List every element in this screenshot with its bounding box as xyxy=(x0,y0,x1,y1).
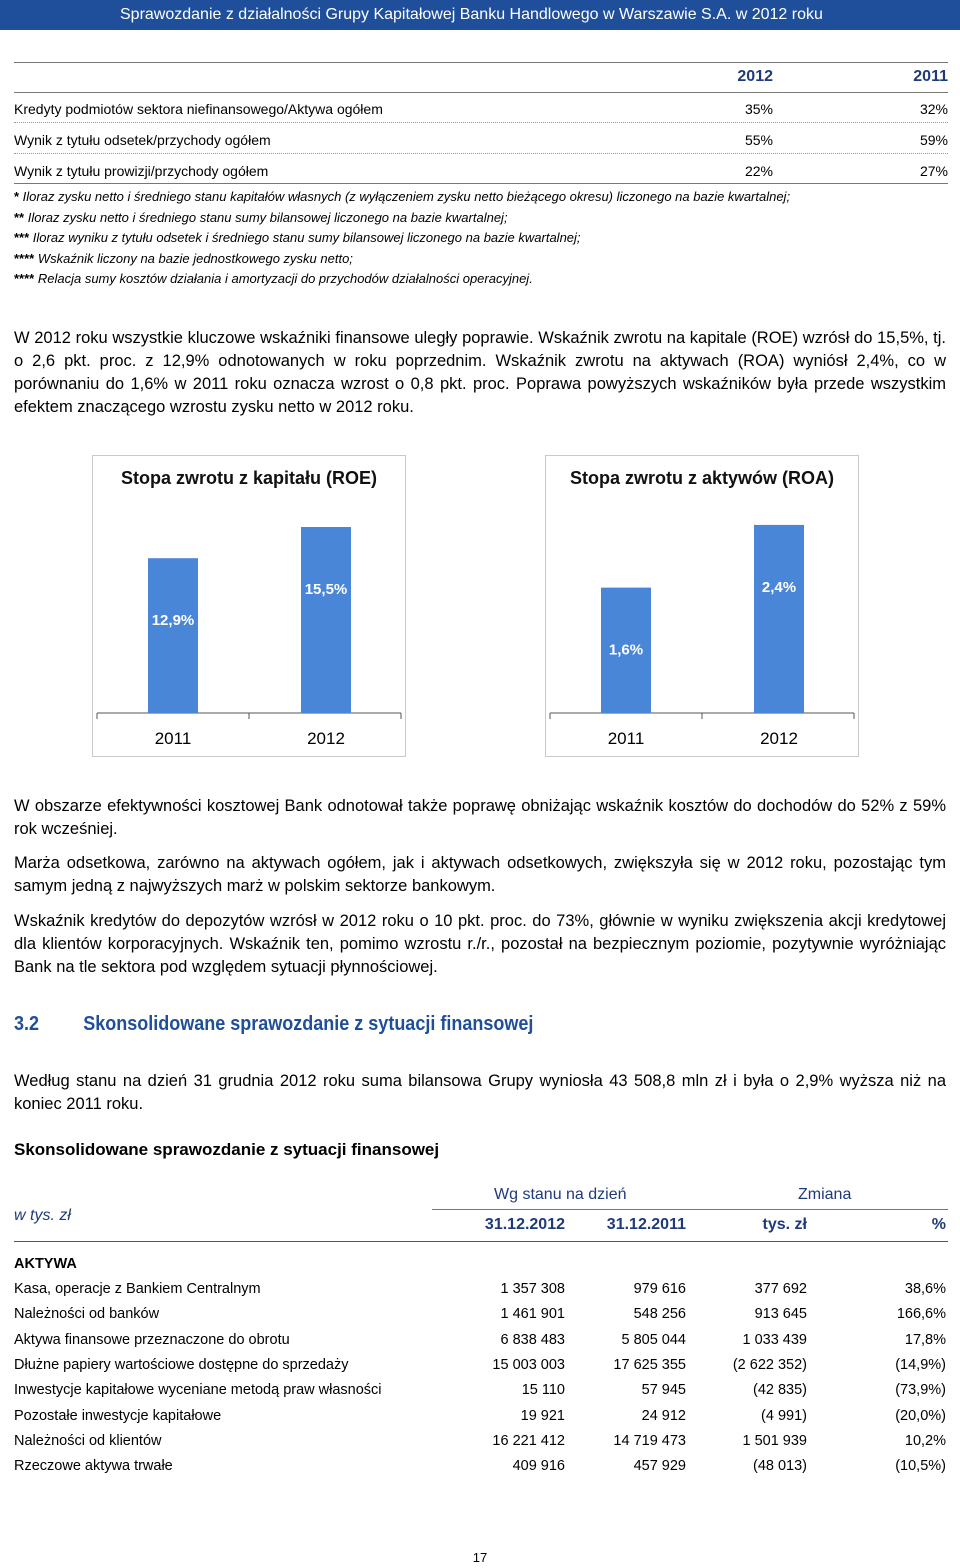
paragraph-margin: Marża odsetkowa, zarówno na aktywach ogółem, jak i aktywach odsetkowych, zwiększyła się w 2012 roku, pozostając tym samym jedną z najwyższych marż w polskim sektorze bankowym. xyxy=(14,854,946,895)
col-header: % xyxy=(931,1216,946,1233)
data-label: 1,6% xyxy=(608,641,644,659)
change-percent: (73,9%) xyxy=(895,1382,946,1399)
row-label: Rzeczowe aktywa trwałe xyxy=(14,1458,173,1475)
change-percent: 17,8% xyxy=(904,1331,946,1348)
bar-2011 xyxy=(148,558,198,713)
page-header xyxy=(0,0,960,30)
value-2011: 5 805 044 xyxy=(621,1331,686,1348)
value-2012: 16 221 412 xyxy=(492,1432,565,1449)
value-2012: 19 921 xyxy=(520,1407,565,1424)
value-2012: 6 838 483 xyxy=(500,1331,565,1348)
value-2011: 17 625 355 xyxy=(613,1356,686,1373)
value-2012: 22% xyxy=(744,163,773,179)
roe-chart-svg xyxy=(93,456,405,756)
footnote: *** Iloraz wyniku z tytułu odsetek i średniego stanu sumy bilansowej liczonego na bazie kwartalnej; xyxy=(14,230,581,245)
col-header: 31.12.2012 xyxy=(484,1216,565,1233)
year-2012-header: 2012 xyxy=(737,68,773,85)
change-amount: (4 991) xyxy=(761,1407,807,1424)
footnote: ** Iloraz zysku netto i średniego stanu sumy bilansowej liczonego na bazie kwartalnej; xyxy=(14,209,508,225)
value-2012: 35% xyxy=(744,101,773,117)
bar-2012 xyxy=(754,525,804,713)
footnotes xyxy=(14,187,948,290)
footnote: **** Relacja sumy kosztów działania i amortyzacji do przychodów działalności operacyjnej. xyxy=(14,271,533,286)
paragraph-cost-efficiency: W obszarze efektywności kosztowej Bank odnotował także poprawę obniżając wskaźnik kosztów do dochodów do 52% z 59% rok wcześniej. xyxy=(14,797,946,838)
value-2011: 27% xyxy=(919,163,948,179)
section-aktywa: AKTYWA xyxy=(14,1256,77,1272)
value-2012: 1 461 901 xyxy=(500,1306,565,1323)
row-label: Wynik z tytułu odsetek/przychody ogółem xyxy=(14,132,271,148)
row-label: Inwestycje kapitałowe wyceniane metodą praw własności xyxy=(14,1382,382,1399)
bar-2012 xyxy=(301,527,351,713)
paragraph-ratios: W 2012 roku wszystkie kluczowe wskaźniki finansowe uległy poprawie. Wskaźnik zwrotu na kapitale (ROE) wzrósł do 15,5%, tj. o 2,6 pkt. proc. z 12,9% odnotowanych w roku poprzednim. Wskaźnik zwrotu na aktywach (ROA) wyniósł 2,4%, co w porównaniu do 1,6% w 2011 roku oznacza wzrost o 0,8 pkt. proc. Poprawa powyższych wskaźników była przede wszystkim efektem znaczącego wzrostu zysku netto w 2012 roku. xyxy=(14,329,946,416)
row-label: Wynik z tytułu prowizji/przychody ogółem xyxy=(14,163,269,179)
change-amount: (2 622 352) xyxy=(732,1356,807,1373)
data-label: 15,5% xyxy=(304,581,348,598)
change-percent: 38,6% xyxy=(904,1281,946,1297)
section-title: Skonsolidowane sprawozdanie z sytuacji finansowej xyxy=(83,1013,534,1035)
value-2011: 57 945 xyxy=(641,1382,686,1399)
x-tick-label: 2011 xyxy=(607,729,645,748)
paragraph-balance-sum: Według stanu na dzień 31 grudnia 2012 roku suma bilansowa Grupy wyniosła 43 508,8 mln zł i była o 2,9% wyższa niż na koniec 2011 roku. xyxy=(14,1072,946,1113)
table-header-rule xyxy=(14,92,948,93)
change-percent: (14,9%) xyxy=(895,1356,946,1373)
footnote: * Iloraz zysku netto i średniego stanu kapitałów własnych (z wyłączeniem zysku netto bieżącego okresu) liczonego na bazie kwartalnej; xyxy=(14,189,791,204)
row-label: Aktywa finansowe przeznaczone do obrotu xyxy=(14,1331,290,1348)
value-2012: 55% xyxy=(744,132,773,148)
change-percent: 10,2% xyxy=(904,1432,946,1449)
x-tick-label: 2012 xyxy=(760,729,798,748)
table-bottom-rule xyxy=(14,183,948,184)
change-percent: (20,0%) xyxy=(895,1407,946,1424)
roa-chart xyxy=(545,455,859,757)
row-label: Należności od klientów xyxy=(14,1432,162,1449)
page-number: 17 xyxy=(472,1550,488,1565)
value-2011: 59% xyxy=(919,132,948,148)
x-tick-label: 2011 xyxy=(154,729,192,748)
change-amount: 377 692 xyxy=(754,1281,807,1297)
paragraph-loans-deposits: Wskaźnik kredytów do depozytów wzrósł w 2012 roku o 10 pkt. proc. do 73%, głównie w wyniku zwiększenia akcji kredytowej dla klientów korporacyjnych. Wskaźnik ten, pomimo wzrostu r./r., pozostał na bezpiecznym poziomie, pozytywnie wyróżniając Bank na tle sektora pod względem sytuacji płynnościowej. xyxy=(14,912,946,976)
value-2011: 979 616 xyxy=(633,1281,686,1297)
section-heading xyxy=(14,1013,533,1036)
value-2012: 15 003 003 xyxy=(492,1356,565,1373)
change-amount: 913 645 xyxy=(754,1306,807,1323)
value-2012: 1 357 308 xyxy=(500,1281,565,1297)
row-label: Należności od banków xyxy=(14,1306,160,1323)
row-label: Kredyty podmiotów sektora niefinansowego/Aktywa ogółem xyxy=(14,101,383,117)
table-title: Skonsolidowane sprawozdanie z sytuacji finansowej xyxy=(14,1140,440,1159)
value-2011: 32% xyxy=(919,101,948,117)
section-number: 3.2 xyxy=(14,1013,40,1035)
row-label: Dłużne papiery wartościowe dostępne do sprzedaży xyxy=(14,1356,349,1373)
data-label: 12,9% xyxy=(151,612,195,630)
change-amount: (42 835) xyxy=(752,1382,807,1399)
value-2012: 15 110 xyxy=(521,1382,565,1399)
value-2011: 457 929 xyxy=(633,1458,686,1475)
change-percent: (10,5%) xyxy=(895,1458,946,1475)
year-2011-header: 2011 xyxy=(913,68,948,85)
footnote: **** Wskaźnik liczony na bazie jednostkowego zysku netto; xyxy=(14,250,353,266)
row-label: Kasa, operacje z Bankiem Centralnym xyxy=(14,1281,261,1297)
fin-header-rule xyxy=(14,1241,948,1242)
x-tick-label: 2012 xyxy=(307,729,345,748)
col-header: tys. zł xyxy=(762,1216,807,1233)
roe-chart xyxy=(92,455,406,757)
value-2011: 24 912 xyxy=(641,1407,686,1424)
value-2011: 14 719 473 xyxy=(613,1432,686,1449)
data-label: 2,4% xyxy=(761,578,797,596)
chart-title: Stopa zwrotu z kapitału (ROE) xyxy=(120,468,377,488)
value-2012: 409 916 xyxy=(512,1458,565,1475)
roa-chart-svg xyxy=(546,456,858,756)
unit-label: w tys. zł xyxy=(14,1207,71,1224)
change-amount: 1 033 439 xyxy=(742,1331,807,1348)
row-divider xyxy=(14,153,948,154)
change-amount: (48 013) xyxy=(752,1458,807,1475)
group-header-date: Wg stanu na dzień xyxy=(494,1186,627,1203)
row-divider xyxy=(14,122,948,123)
group-header-rule xyxy=(432,1209,948,1210)
chart-title: Stopa zwrotu z aktywów (ROA) xyxy=(569,468,834,488)
group-header-change: Zmiana xyxy=(798,1186,852,1203)
change-percent: 166,6% xyxy=(896,1306,946,1323)
table-top-rule xyxy=(14,62,948,63)
header-title: Sprawozdanie z działalności Grupy Kapitałowej Banku Handlowego w Warszawie S.A. w 2012 roku xyxy=(120,6,823,23)
col-header: 31.12.2011 xyxy=(606,1216,686,1233)
row-label: Pozostałe inwestycje kapitałowe xyxy=(14,1407,222,1424)
change-amount: 1 501 939 xyxy=(742,1432,807,1449)
value-2011: 548 256 xyxy=(633,1306,686,1323)
